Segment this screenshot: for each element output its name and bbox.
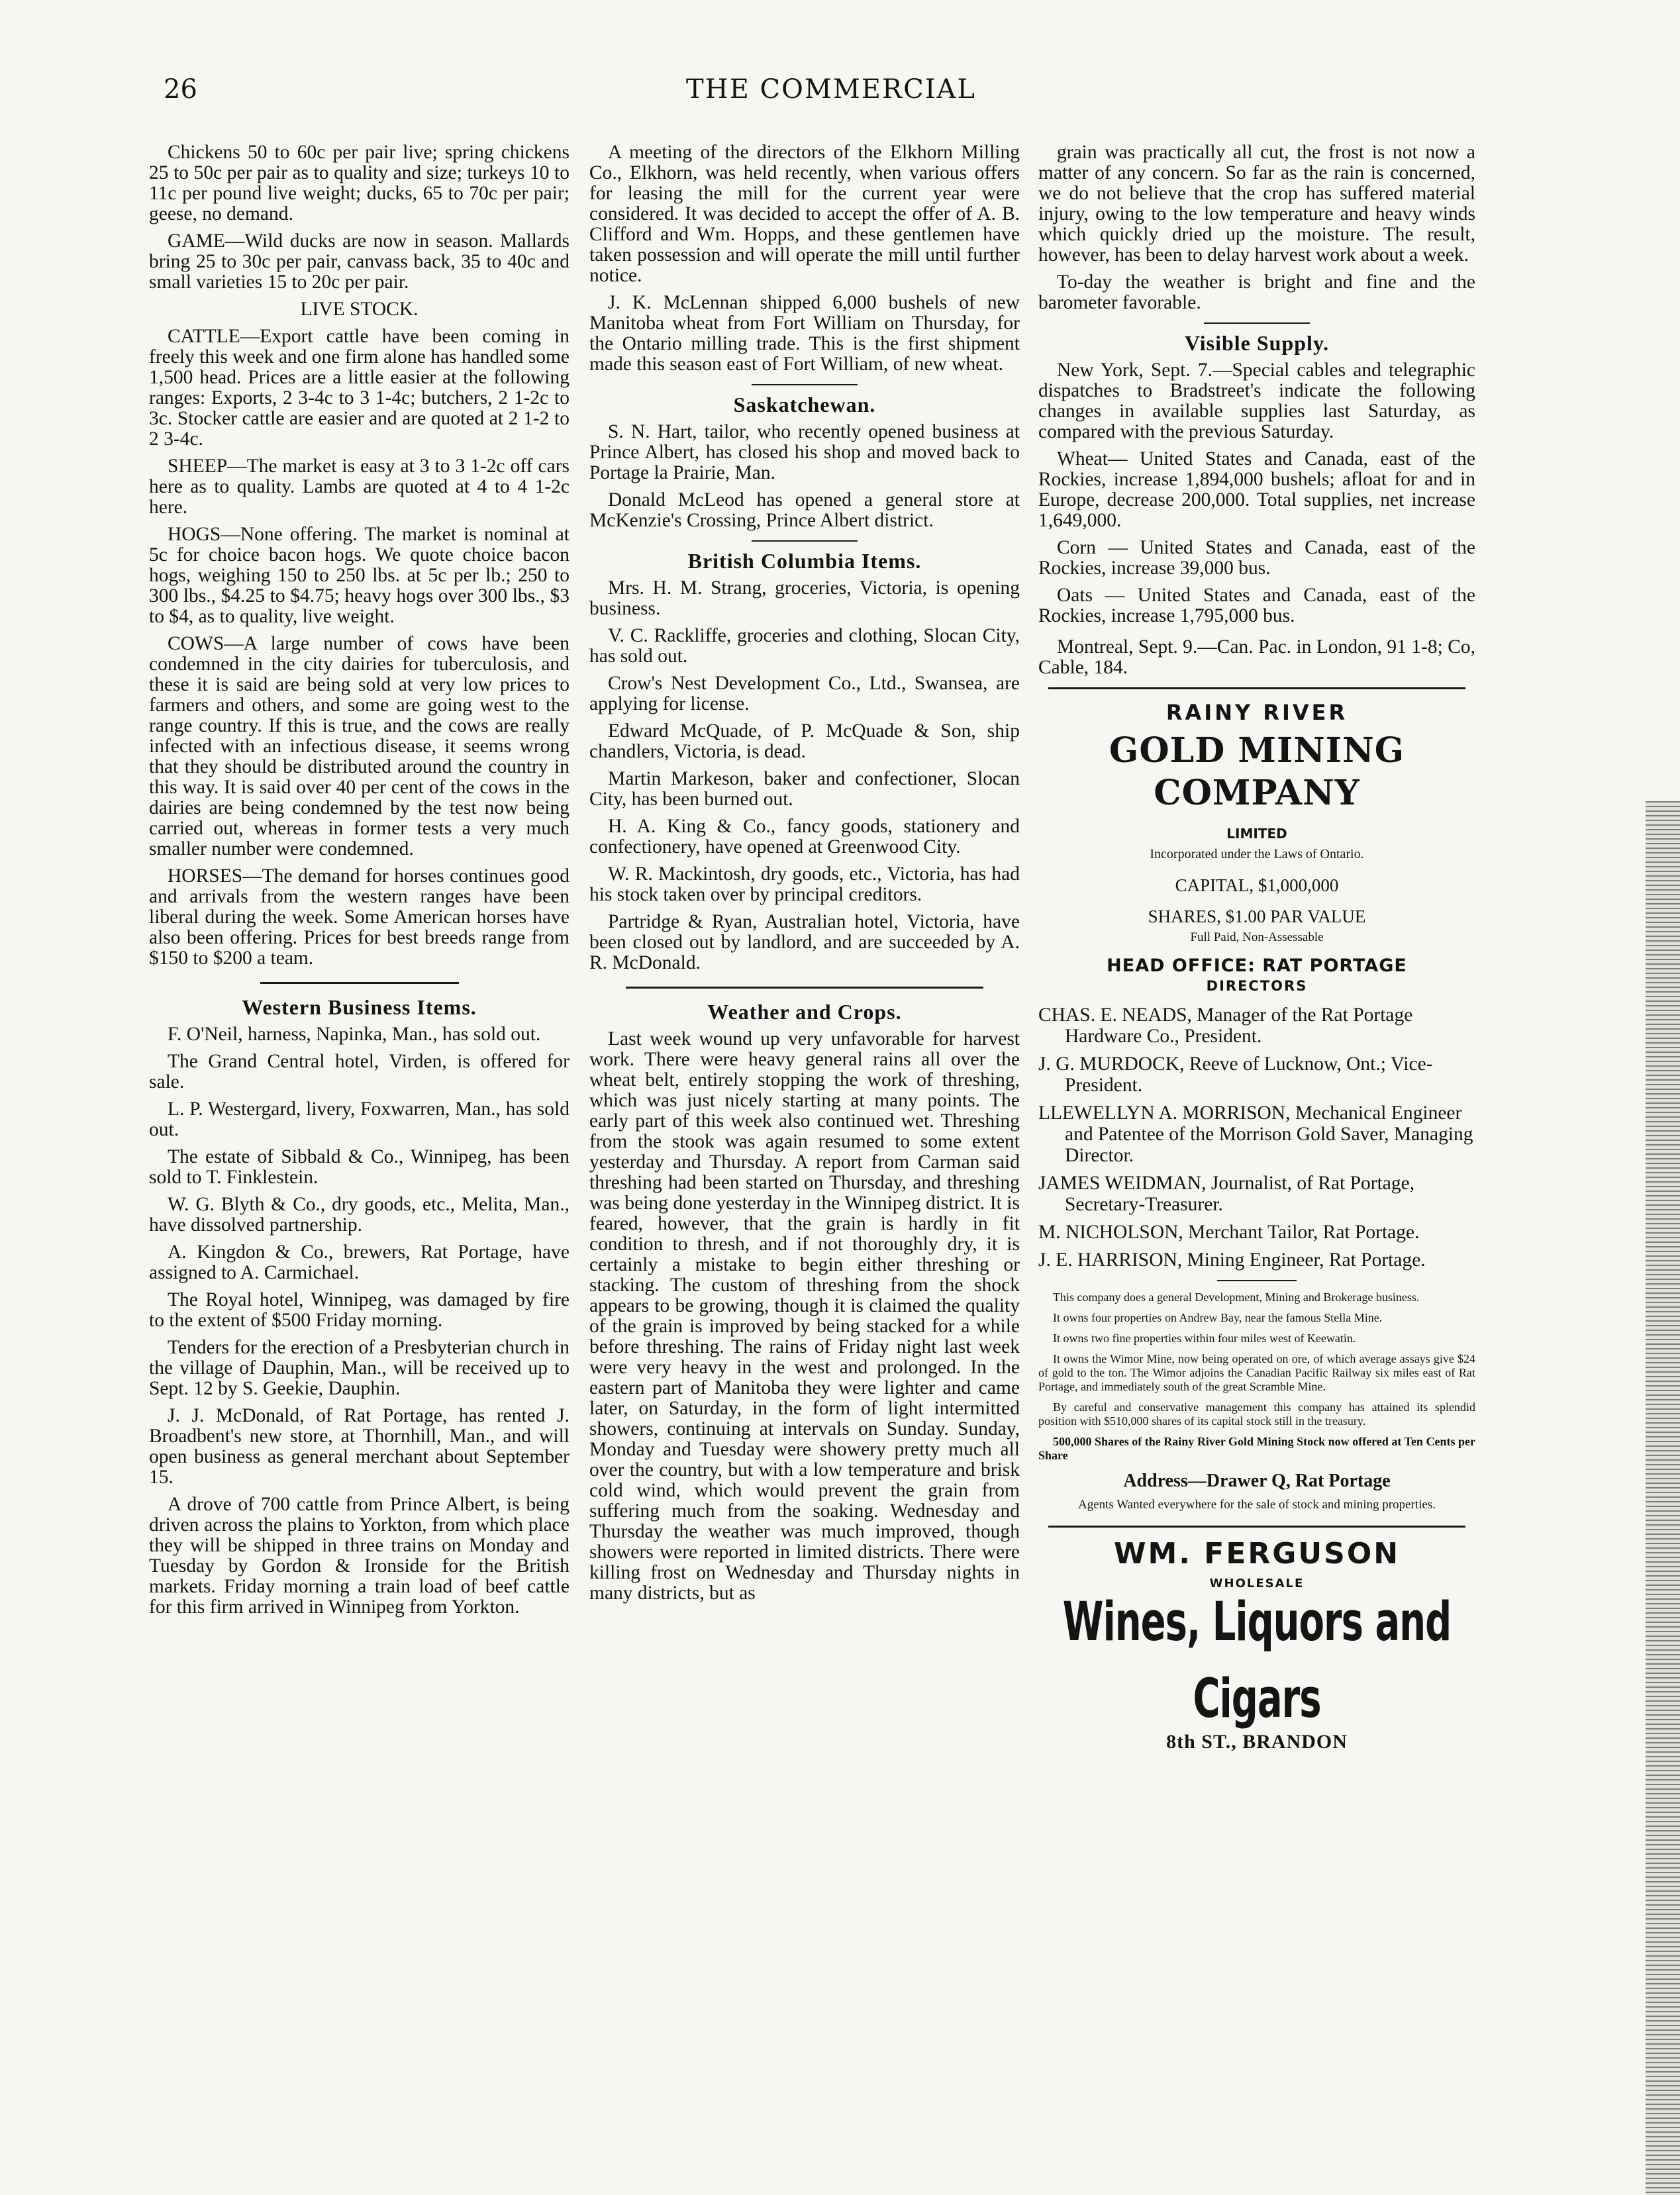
hogs-paragraph: HOGS—None offering. The market is nominal at 5c for choice bacon hogs. We quote choice bacon hogs, weighing 150 to 250 lbs. at 5c per lb.; 250 to 300 lbs., $4.25 to $4.75; heavy hogs over 300 lbs., $3 to $4, as to quality, live weight. (149, 524, 569, 627)
sask-item: Donald McLeod has opened a general store at McKenzie's Crossing, Prince Albert district. (589, 489, 1020, 531)
ferguson-goods: Wines, Liquors and Cigars (1062, 1591, 1452, 1731)
western-item: L. P. Westergard, livery, Foxwarren, Man., has sold out. (149, 1098, 569, 1140)
director-entry: J. G. MURDOCK, Reeve of Lucknow, Ont.; Vice-President. (1038, 1053, 1433, 1096)
western-item: W. G. Blyth & Co., dry goods, etc., Melita, Man., have dissolved partnership. (149, 1194, 569, 1236)
ad-head-office: HEAD OFFICE: RAT PORTAGE (1107, 955, 1407, 976)
ferguson-advertisement (1038, 1537, 1475, 1753)
supply-paragraph: Oats — United States and Canada, east of the Rockies, increase 1,795,000 bus. (1038, 585, 1475, 626)
mclennan-paragraph: J. K. McLennan shipped 6,000 bushels of new Manitoba wheat from Fort William on Thursday, for the Ontario milling trade. This is the first shipment made this season east of Fort William, of new wheat. (589, 292, 1020, 375)
ad-note: It owns the Wimor Mine, now being operated on ore, of which average assays give $24 of gold to the ton. The Wimor adjoins the Canadian Pacific Railway six miles east of Rat Portage, and immediately south of the great Scramble Mine. (1038, 1352, 1475, 1393)
page-number: 26 (164, 74, 197, 105)
ad-note: This company does a general Development, Mining and Brokerage business. (1053, 1291, 1420, 1304)
director-entry: LLEWELLYN A. MORRISON, Mechanical Engineer and Patentee of the Morrison Gold Saver, Managing Director. (1038, 1102, 1473, 1166)
game-paragraph: GAME—Wild ducks are now in season. Mallards bring 25 to 30c per pair, canvass back, 35 to 40c and small varieties 15 to 20c per pair. (149, 230, 569, 293)
column-2 (589, 142, 1020, 1610)
ad-note: It owns four properties on Andrew Bay, near the famous Stella Mine. (1053, 1311, 1383, 1324)
western-item: The estate of Sibbald & Co., Winnipeg, has been sold to T. Finklestein. (149, 1146, 569, 1188)
bc-item: Edward McQuade, of P. McQuade & Son, ship chandlers, Victoria, is dead. (589, 720, 1020, 762)
ad-capital: CAPITAL, $1,000,000 (1175, 875, 1339, 895)
sheep-paragraph: SHEEP—The market is easy at 3 to 3 1-2c off cars here as to quality. Lambs are quoted at 4 to 4 1-2c here. (149, 456, 569, 518)
visible-supply-heading: Visible Supply. (1184, 331, 1330, 355)
montreal-paragraph: Montreal, Sept. 9.—Can. Pac. in London, 91 1-8; Co, Cable, 184. (1038, 636, 1475, 678)
cattle-paragraph: CATTLE—Export cattle have been coming in freely this week and one firm alone has handled some 1,500 head. Prices are a little easier at the following ranges: Exports, 2 3-4c to 3 1-4c; butchers, 2 1-2c to 3c. Stocker cattle are easier and are quoted at 2 1-2 to 2 3-4c. (149, 326, 569, 450)
bc-item: Mrs. H. M. Strang, groceries, Victoria, is opening business. (589, 577, 1020, 619)
director-entry: J. E. HARRISON, Mining Engineer, Rat Portage. (1038, 1249, 1426, 1271)
british-columbia-heading: British Columbia Items. (687, 549, 922, 573)
weather-continued: grain was practically all cut, the frost is not now a matter of any concern. So far as the rain is concerned, we do not believe that the crop has suffered material injury, owing to the low temperature and heavy winds which quickly dried up the moisture. The result, however, has been to delay harvest work about a week. (1038, 142, 1475, 266)
poultry-paragraph: Chickens 50 to 60c per pair live; spring chickens 25 to 50c per pair as to quality and size; turkeys 10 to 11c per pound live weight; ducks, 65 to 70c per pair; geese, no demand. (149, 142, 569, 224)
column-3 (1038, 142, 1475, 1752)
ferguson-street: 8th ST., BRANDON (1166, 1731, 1348, 1753)
western-item: A drove of 700 cattle from Prince Albert, is being driven across the plains to Yorkton, from which place they will be shipped in three trains on Monday and Tuesday by Gordon & Ironside for the British markets. Friday morning a train load of beef cattle for this firm arrived in Winnipeg from Yorkton. (149, 1494, 569, 1618)
ad-inner-divider (1217, 1280, 1297, 1281)
director-entry: JAMES WEIDMAN, Journalist, of Rat Portage, Secretary-Treasurer. (1038, 1173, 1415, 1215)
western-item: J. J. McDonald, of Rat Portage, has rented J. Broadbent's new store, at Thornhill, Man., and will open business as general merchant about September 15. (149, 1405, 569, 1488)
bc-item: W. R. Mackintosh, dry goods, etc., Victoria, has had his stock taken over by principal creditors. (589, 863, 1020, 905)
ad-divider (1048, 1526, 1465, 1528)
director-entry: M. NICHOLSON, Merchant Tailor, Rat Portage. (1038, 1222, 1420, 1243)
supply-paragraph: Corn — United States and Canada, east of the Rockies, increase 39,000 bus. (1038, 537, 1475, 579)
ad-limited: LIMITED (1226, 826, 1287, 842)
ad-address: Address—Drawer Q, Rat Portage (1123, 1471, 1391, 1491)
section-divider (260, 982, 459, 984)
horses-paragraph: HORSES—The demand for horses continues good and arrivals from the western ranges have been liberal during the week. Some American horses have also been offering. Prices for best breeds range from $150 to $200 a team. (149, 865, 569, 969)
saskatchewan-heading: Saskatchewan. (733, 393, 876, 416)
ad-company-name: GOLD MINING COMPANY (1109, 730, 1405, 813)
scan-edge (1646, 801, 1680, 2195)
ad-note: By careful and conservative management this company has attained its splendid position with $510,000 shares of its capital stock still in the treasury. (1038, 1400, 1475, 1428)
bc-item: Partridge & Ryan, Australian hotel, Victoria, have been closed out by landlord, and are succeeded by A. R. McDonald. (589, 911, 1020, 973)
cows-paragraph: COWS—A large number of cows have been condemned in the city dairies for tuberculosis, and these it is said are being sold at very low prices to farmers and others, and some are going west to the range country. If this is true, and the cows are really infected with an infectious disease, it seems wrong that they should be distributed around the country in this way. It is said over 40 per cent of the cows in the dairies are being condemned by the test now being carried out, whereas in former tests a very much smaller number were condemned. (149, 633, 569, 859)
short-divider (752, 384, 858, 385)
western-item: F. O'Neil, harness, Napinka, Man., has sold out. (168, 1024, 541, 1045)
ad-directors-label: DIRECTORS (1206, 978, 1308, 994)
supply-paragraph: New York, Sept. 7.—Special cables and telegraphic dispatches to Bradstreet's indicate the following changes in available supplies last Saturday, as compared with the previous Saturday. (1038, 360, 1475, 442)
ad-incorporated: Incorporated under the Laws of Ontario. (1150, 847, 1364, 861)
ad-top-line: RAINY RIVER (1165, 700, 1348, 725)
western-item: The Grand Central hotel, Virden, is offered for sale. (149, 1051, 569, 1093)
section-divider (626, 987, 983, 989)
ad-note: It owns two fine properties within four miles west of Keewatin. (1053, 1332, 1356, 1345)
bc-item: Martin Markeson, baker and confectioner, Slocan City, has been burned out. (589, 768, 1020, 810)
short-divider (1204, 322, 1310, 324)
column-1 (149, 142, 569, 1624)
western-item: Tenders for the erection of a Presbyterian church in the village of Dauphin, Man., will be received up to Sept. 12 by S. Geekie, Dauphin. (149, 1337, 569, 1399)
ad-shares: SHARES, $1.00 PAR VALUE (1148, 906, 1366, 926)
ad-note: 500,000 Shares of the Rainy River Gold Mining Stock now offered at Ten Cents per Share (1038, 1435, 1475, 1462)
weather-today: To-day the weather is bright and fine and the barometer favorable. (1038, 271, 1475, 313)
publication-title: THE COMMERCIAL (686, 74, 976, 105)
weather-paragraph: Last week wound up very unfavorable for harvest work. There were heavy general rains all over the wheat belt, entirely stopping the work of threshing, which was just nicely starting at many points. The early part of this week also continued wet. Threshing from the stook was again resumed to some extent yesterday and Thursday. A report from Carman said threshing had been started on Thursday, and threshing was being done yesterday in the Winnipeg district. It is feared, however, that the grain is hardly in fit condition to thresh, and if not thoroughly dry, it is certainly a mistake to begin either threshing or stacking. The custom of threshing from the shock appears to be growing, though it is claimed the quality of the grain is improved by being stacked for a while before threshing. The rains of Friday night last week were very heavy in the west and prolonged. In the eastern part of Manitoba they were lighter and came later, on Saturday, in the form of light intermitted showers, continuing at intervals on Sunday. Sunday, Monday and Tuesday were showery pretty much all over the country, but with a low temperature and brisk cold wind, which would prevent the grain from suffering much from the soaking. Wednesday and Thursday the weather was much improved, though showers were reported in limited districts. There were killing frost on Wednesday and Thursday nights in many districts, but as (589, 1028, 1020, 1604)
director-entry: CHAS. E. NEADS, Manager of the Rat Portage Hardware Co., President. (1038, 1004, 1413, 1047)
western-item: A. Kingdon & Co., brewers, Rat Portage, have assigned to A. Carmichael. (149, 1242, 569, 1283)
ad-paid: Full Paid, Non-Assessable (1190, 930, 1324, 944)
weather-crops-heading: Weather and Crops. (707, 1000, 902, 1024)
sask-item: S. N. Hart, tailor, who recently opened business at Prince Albert, has closed his shop and moved back to Portage la Prairie, Man. (589, 421, 1020, 483)
elkhorn-paragraph: A meeting of the directors of the Elkhorn Milling Co., Elkhorn, was held recently, when various offers for leasing the mill for the current year were considered. It was decided to accept the offer of A. B. Clifford and Wm. Hopps, and these gentlemen have taken possession and will operate the mill until further notice. (589, 142, 1020, 286)
western-item: The Royal hotel, Winnipeg, was damaged by fire to the extent of $500 Friday morning. (149, 1289, 569, 1331)
page-header (0, 74, 1680, 114)
supply-paragraph: Wheat— United States and Canada, east of the Rockies, increase 1,894,000 bushels; afloat for and in Europe, decrease 200,000. Total supplies, net increase 1,649,000. (1038, 448, 1475, 531)
rainy-river-advertisement (1038, 700, 1475, 1512)
ferguson-name: WM. FERGUSON (1113, 1537, 1401, 1571)
ferguson-wholesale: WHOLESALE (1209, 1577, 1305, 1590)
western-business-heading: Western Business Items. (242, 995, 477, 1019)
ad-agents: Agents Wanted everywhere for the sale of stock and mining properties. (1078, 1498, 1436, 1512)
ad-divider (1048, 687, 1465, 689)
bc-item: V. C. Rackliffe, groceries and clothing, Slocan City, has sold out. (589, 625, 1020, 667)
livestock-heading: LIVE STOCK. (300, 299, 419, 320)
short-divider (752, 540, 858, 542)
bc-item: H. A. King & Co., fancy goods, stationery and confectionery, have opened at Greenwood City. (589, 816, 1020, 857)
bc-item: Crow's Nest Development Co., Ltd., Swansea, are applying for license. (589, 673, 1020, 714)
